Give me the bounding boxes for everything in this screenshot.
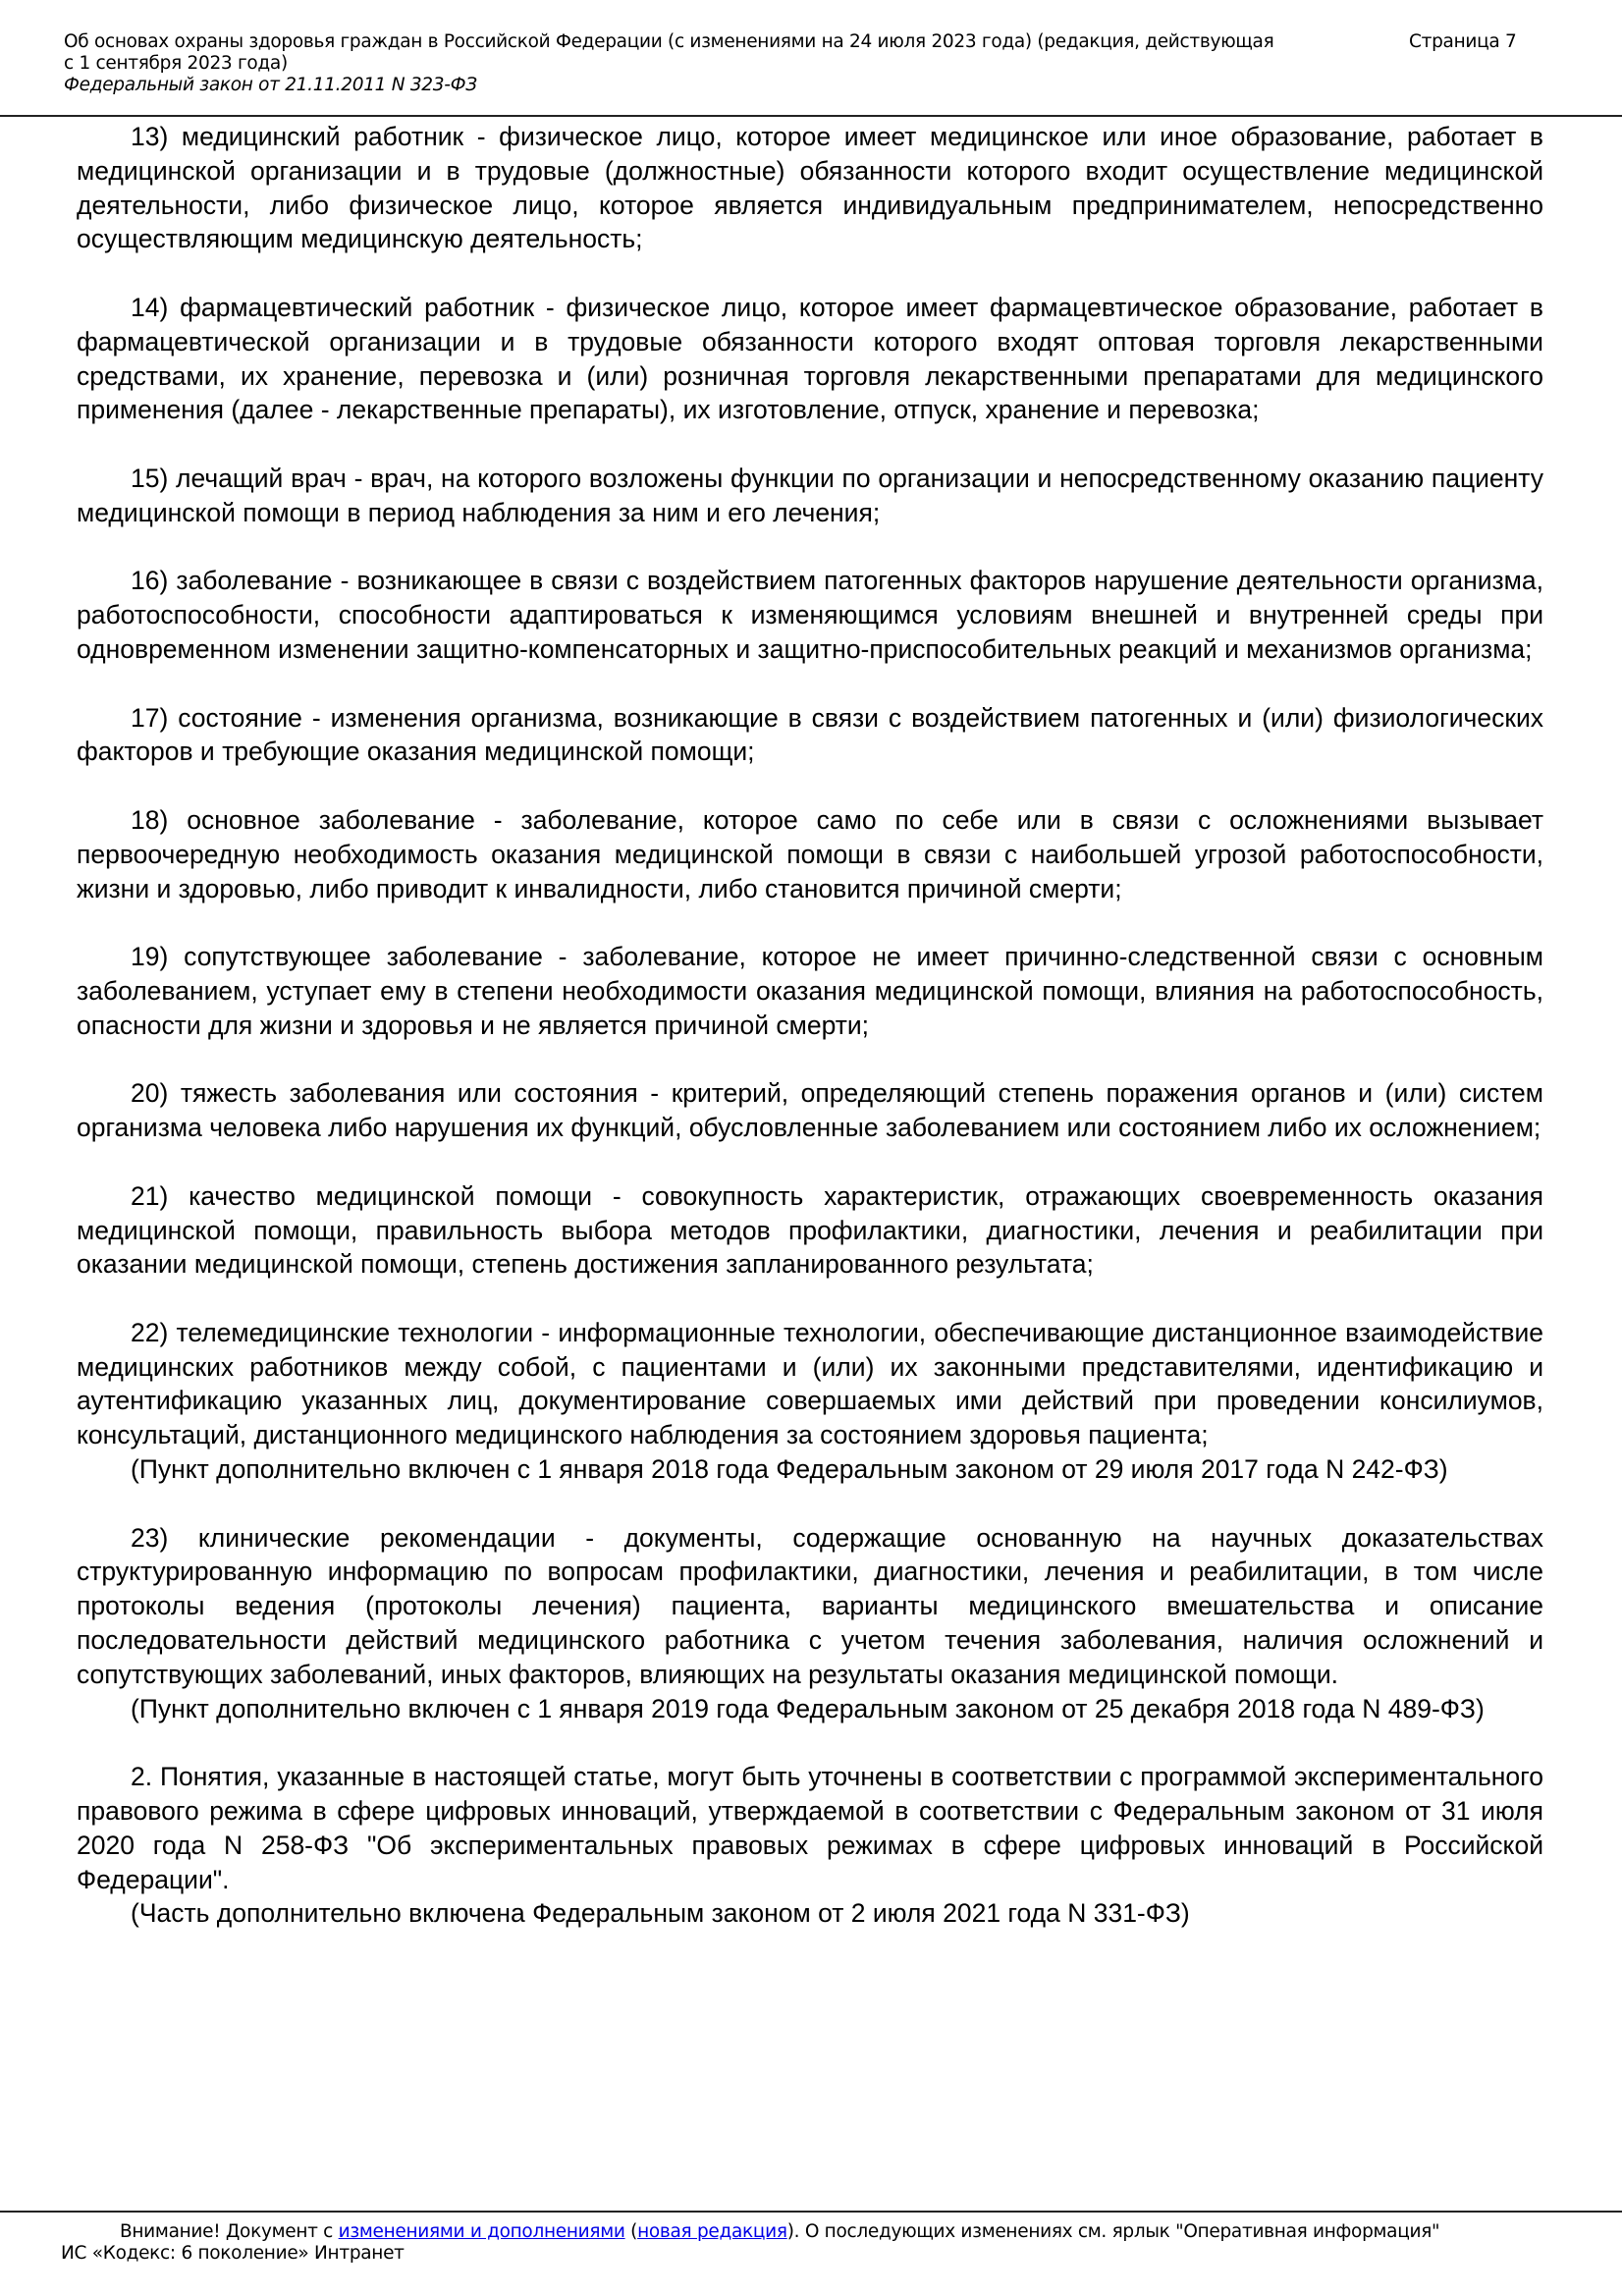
definition-18: 18) основное заболевание - заболевание, которое само по себе или в связи с осложнениями вызывает первоочередную необходимость оказания медицинской помощи в связи с наибольшей угрозой работоспособности, жизни и здоровью, либо приводит к инвалидности, либо становится причиной смерти; [77, 804, 1543, 903]
definition-13: 13) медицинский работник - физическое лицо, которое имеет медицинское или иное образование, работает в медицинской организации и в трудовые (должностные) обязанности которого входит осуществление медицинской деятельности, либо физическое лицо, которое является индивидуальным предпринимателем, непосредственно осуществляющим медицинскую деятельность; [77, 122, 1543, 254]
changes-link[interactable]: изменениями и дополнениями [338, 2221, 625, 2242]
notice-prefix: Внимание! Документ с [120, 2221, 339, 2242]
amendment-note-23: (Пункт дополнительно включен с 1 января 2019 года Федеральным законом от 25 декабря 2018 года N 489-ФЗ) [131, 1693, 1485, 1723]
amendment-note-part-2: (Часть дополнительно включена Федеральным законом от 2 июля 2021 года N 331-ФЗ) [131, 1898, 1190, 1929]
document-body [77, 120, 1543, 1931]
definition-14: 14) фармацевтический работник - физическое лицо, которое имеет фармацевтическое образование, работает в фармацевтической организации и в трудовые обязанности которого входят оптовая торговля лекарственными средствами, их хранение, перевозка и (или) розничная торговля лекарственными препаратами для медицинского применения (далее - лекарственные препараты), их изготовление, отпуск, хранение и перевозка; [77, 292, 1543, 425]
definition-17: 17) состояние - изменения организма, возникающие в связи с воздействием патогенных и (или) физиологических факторов и требующие оказания медицинской помощи; [77, 702, 1543, 767]
page-header [64, 31, 1537, 96]
notice-suffix: ). О последующих изменениях см. ярлык "Оперативная информация" [786, 2221, 1440, 2242]
page-footer [61, 2221, 1573, 2265]
revision-notice [61, 2221, 1573, 2243]
part-2: 2. Понятия, указанные в настоящей статье, могут быть уточнены в соответствии с программой экспериментального правового режима в сфере цифровых инноваций, утверждаемой в соответствии с Федеральным законом от 31 июля 2020 года N 258-ФЗ "Об экспериментальных правовых режимах в сфере цифровых инноваций в Российской Федерации". [77, 1762, 1543, 1894]
document-title-line2: с 1 сентября 2023 года) [64, 53, 288, 74]
new-edition-link[interactable]: новая редакция [637, 2221, 787, 2242]
definition-23: 23) клинические рекомендации - документы, содержащие основанную на научных доказательствах структурированную информацию по вопросам профилактики, диагностики, лечения и реабилитации, в том числе протоколы ведения (протоколы лечения) пациента, варианты медицинского вмешательства и описание последовательности действий медицинского работника с учетом течения заболевания, наличия осложнений и сопутствующих заболеваний, иных факторов, влияющих на результаты оказания медицинской помощи. [77, 1522, 1543, 1689]
document-title [64, 31, 1360, 75]
document-title-line1: Об основах охраны здоровья граждан в Российской Федерации (с изменениями на 24 июля 2023 года) (редакция, действующая [64, 31, 1274, 52]
page-number: Страница 7 [1409, 31, 1517, 52]
header-divider [0, 115, 1622, 117]
footer-divider [0, 2211, 1622, 2213]
law-reference: Федеральный закон от 21.11.2011 N 323-ФЗ [64, 75, 477, 95]
definition-16: 16) заболевание - возникающее в связи с воздействием патогенных факторов нарушение деятельности организма, работоспособности, способности адаптироваться к изменяющимся условиям внешней и внутренней среды при одновременном изменении защитно-компенсаторных и защитно-приспособительных реакций и механизмов организма; [77, 566, 1543, 664]
definition-21: 21) качество медицинской помощи - совокупность характеристик, отражающих своевременность оказания медицинской помощи, правильность выбора методов профилактики, диагностики, лечения и реабилитации при оказании медицинской помощи, степень достижения запланированного результата; [77, 1180, 1543, 1280]
definition-22: 22) телемедицинские технологии - информационные технологии, обеспечивающие дистанционное взаимодействие медицинских работников между собой, с пациентами и (или) их законными представителями, идентификацию и аутентификацию указанных лиц, документирование совершаемых ими действий при проведении консилиумов, консультаций, дистанционного медицинского наблюдения за состоянием здоровья пациента; [77, 1317, 1543, 1450]
definition-19: 19) сопутствующее заболевание - заболевание, которое не имеет причинно-следственной связи с основным заболеванием, уступает ему в степени необходимости оказания медицинской помощи, влияния на работоспособность, опасности для жизни и здоровья и не является причиной смерти; [77, 942, 1543, 1040]
definition-15: 15) лечащий врач - врач, на которого возложены функции по организации и непосредственному оказанию пациенту медицинской помощи в период наблюдения за ним и его лечения; [77, 463, 1543, 527]
system-name: ИС «Кодекс: 6 поколение» Интранет [61, 2243, 405, 2264]
amendment-note-22: (Пункт дополнительно включен с 1 января 2018 года Федеральным законом от 29 июля 2017 года N 242-ФЗ) [131, 1454, 1448, 1485]
paren-open: ( [624, 2221, 638, 2242]
definition-20: 20) тяжесть заболевания или состояния - критерий, определяющий степень поражения органов и (или) систем организма человека либо нарушения их функций, обусловленные заболеванием или состоянием либо их осложнением; [77, 1078, 1543, 1143]
